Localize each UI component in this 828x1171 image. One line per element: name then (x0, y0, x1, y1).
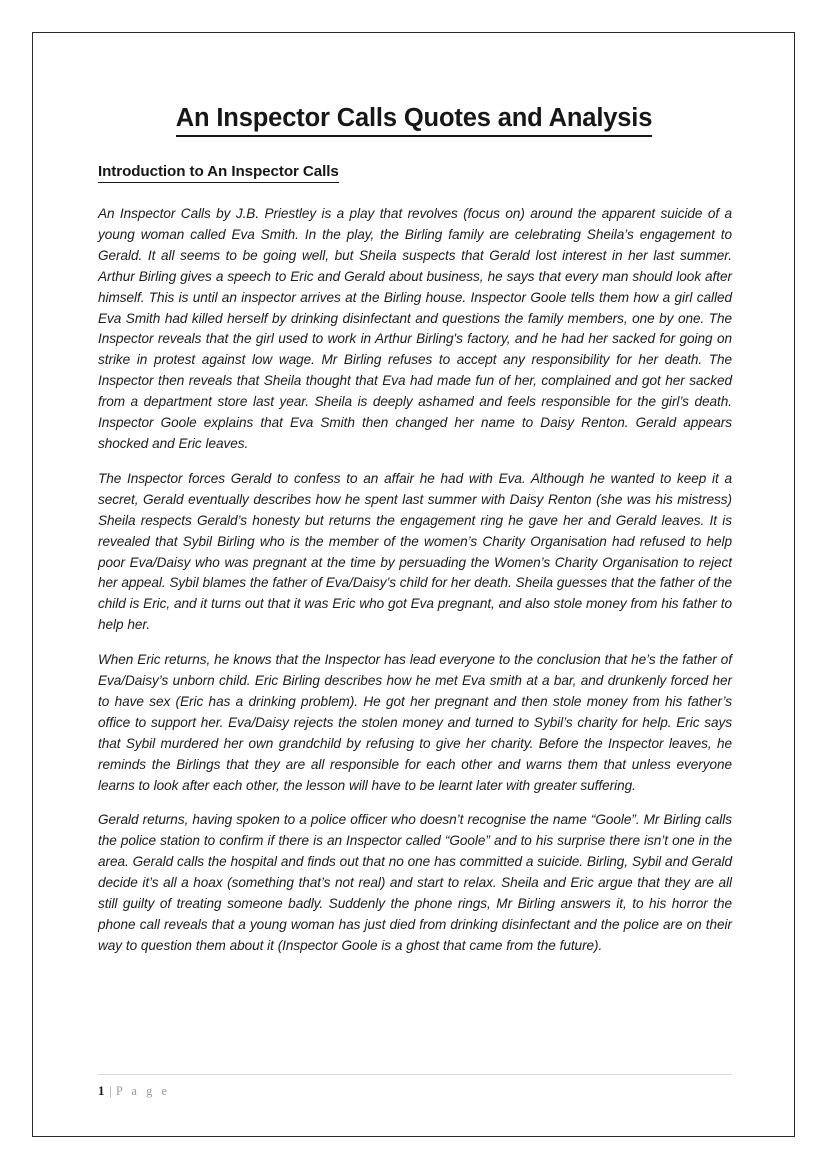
page-content-area (66, 32, 762, 1137)
paragraph-eric: When Eric returns, he knows that the Inspector has lead everyone to the conclusion that he’s the father of Eva/Daisy’s unborn child. Eric Birling describes how he met Eva smith at a bar, and drunkenly forced her to have sex (Eric has a drinking problem). He got her pregnant and then stole money from his father’s office to support her. Eva/Daisy rejects the stolen money and turned to Sybil’s charity for help. Eric says that Sybil murdered her own grandchild by refusing to give her charity. Before the Inspector leaves, he reminds the Birlings that they are all responsible for each other and warns them that unless everyone learns to look after each other, the lesson will have to be learnt later with greater suffering. (98, 652, 732, 793)
paragraph-gerald-sybil: The Inspector forces Gerald to confess to an affair he had with Eva. Although he wanted to keep it a secret, Gerald eventually describes how he spent last summer with Daisy Renton (she was his mistress) Sheila respects Gerald’s honesty but returns the engagement ring he gave her and Gerald leaves. It is revealed that Sybil Birling who is the member of the women’s Charity Organisation had refused to help poor Eva/Daisy who was pregnant at the time by persuading the Women’s Charity Organisation to reject her appeal. Sybil blames the father of Eva/Daisy’s child for her death. Sheila guesses that the father of the child is Eric, and it turns out that it was Eric who got Eva pregnant, and also stole money from his father to help her. (98, 470, 732, 633)
paragraph-ending: Gerald returns, having spoken to a police officer who doesn’t recognise the name “Goole”. Mr Birling calls the police station to confirm if there is an Inspector called “Goole” and to his surprise there isn’t one in the area. Gerald calls the hospital and finds out that no one has committed a suicide. Birling, Sybil and Gerald decide it’s all a hoax (something that’s not real) and start to relax. Sheila and Eric argue that they are all still guilty of treating someone badly. Suddenly the phone rings, Mr Birling answers it, to his horror the phone call reveals that a young woman has just died from drinking disinfectant and the police are on their way to question them about it (Inspector Goole is a ghost that came from the future). (98, 812, 732, 953)
paragraph-intro-summary: An Inspector Calls by J.B. Priestley is a play that revolves (focus on) around the apparent suicide of a young woman called Eva Smith. In the play, the Birling family are celebrating Sheila’s engagement to Gerald. It all seems to be going well, but Sheila suspects that Gerald lost interest in her last summer. Arthur Birling gives a speech to Eric and Gerald about business, he says that every man should look after himself. This is until an inspector arrives at the Birling house. Inspector Goole tells them how a girl called Eva Smith had killed herself by drinking disinfectant and questions the family members, one by one. The Inspector reveals that the girl used to work in Arthur Birling's factory, and he had her sacked for going on strike in protest against low wage. Mr Birling refuses to accept any responsibility for her death. The Inspector then reveals that Sheila thought that Eva had made fun of her, complained and got her sacked from a department store last year. Sheila is deeply ashamed and feels responsible for the girl’s death. Inspector Goole explains that Eva Smith then changed her name to Daisy Renton. Gerald appears shocked and Eric leaves. (98, 206, 732, 451)
footer-divider (98, 1074, 732, 1075)
footer-separator: | (109, 1084, 112, 1098)
section-heading (98, 163, 730, 183)
footer-page-indicator (98, 1084, 732, 1099)
page-title-text: An Inspector Calls Quotes and Analysis (176, 104, 653, 137)
section-heading-text: Introduction to An Inspector Calls (98, 163, 339, 183)
body-text-container (98, 204, 732, 957)
footer-page-number: 1 (98, 1084, 105, 1098)
page-footer (98, 1074, 732, 1099)
footer-page-word: P a g e (115, 1084, 171, 1098)
page-title (98, 104, 730, 137)
